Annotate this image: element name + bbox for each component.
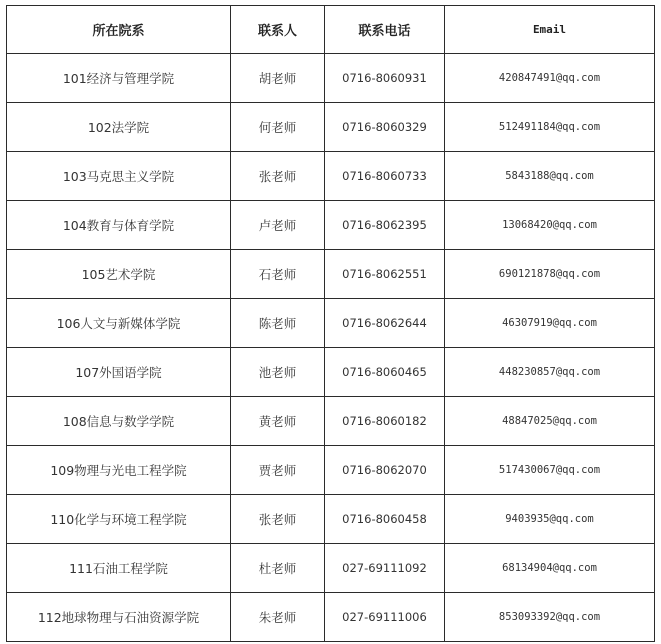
- email-cell: 512491184@qq.com: [445, 103, 655, 152]
- contact-cell: 张老师: [231, 152, 325, 201]
- department-cell: 107外国语学院: [7, 348, 231, 397]
- table-row: [7, 54, 655, 103]
- phone-cell: 0716-8062551: [325, 250, 445, 299]
- table-row: [7, 201, 655, 250]
- phone-cell: 0716-8062395: [325, 201, 445, 250]
- phone-cell: 0716-8062070: [325, 446, 445, 495]
- phone-cell: 027-69111006: [325, 593, 445, 642]
- header-email: Email: [445, 6, 655, 54]
- department-cell: 101经济与管理学院: [7, 54, 231, 103]
- contact-table: [6, 5, 655, 642]
- table-row: [7, 250, 655, 299]
- contact-cell: 卢老师: [231, 201, 325, 250]
- table-header: [7, 6, 655, 54]
- email-cell: 690121878@qq.com: [445, 250, 655, 299]
- table-row: [7, 544, 655, 593]
- contact-cell: 杜老师: [231, 544, 325, 593]
- email-cell: 48847025@qq.com: [445, 397, 655, 446]
- email-cell: 9403935@qq.com: [445, 495, 655, 544]
- email-cell: 13068420@qq.com: [445, 201, 655, 250]
- email-cell: 68134904@qq.com: [445, 544, 655, 593]
- contact-cell: 陈老师: [231, 299, 325, 348]
- department-cell: 110化学与环境工程学院: [7, 495, 231, 544]
- header-department: 所在院系: [7, 6, 231, 54]
- contact-cell: 池老师: [231, 348, 325, 397]
- phone-cell: 0716-8060931: [325, 54, 445, 103]
- contact-cell: 贾老师: [231, 446, 325, 495]
- contact-cell: 黄老师: [231, 397, 325, 446]
- contact-cell: 胡老师: [231, 54, 325, 103]
- department-cell: 106人文与新媒体学院: [7, 299, 231, 348]
- email-cell: 46307919@qq.com: [445, 299, 655, 348]
- table-body: [7, 54, 655, 642]
- table-row: [7, 299, 655, 348]
- table-row: [7, 397, 655, 446]
- table-row: [7, 103, 655, 152]
- department-cell: 104教育与体育学院: [7, 201, 231, 250]
- phone-cell: 0716-8060329: [325, 103, 445, 152]
- table-row: [7, 446, 655, 495]
- phone-cell: 0716-8060733: [325, 152, 445, 201]
- table-row: [7, 348, 655, 397]
- phone-cell: 0716-8060182: [325, 397, 445, 446]
- header-phone: 联系电话: [325, 6, 445, 54]
- email-cell: 420847491@qq.com: [445, 54, 655, 103]
- department-cell: 102法学院: [7, 103, 231, 152]
- department-cell: 112地球物理与石油资源学院: [7, 593, 231, 642]
- department-cell: 105艺术学院: [7, 250, 231, 299]
- email-cell: 5843188@qq.com: [445, 152, 655, 201]
- department-cell: 108信息与数学学院: [7, 397, 231, 446]
- department-cell: 111石油工程学院: [7, 544, 231, 593]
- phone-cell: 0716-8060458: [325, 495, 445, 544]
- contact-cell: 朱老师: [231, 593, 325, 642]
- department-cell: 109物理与光电工程学院: [7, 446, 231, 495]
- header-contact: 联系人: [231, 6, 325, 54]
- table-row: [7, 593, 655, 642]
- table-row: [7, 495, 655, 544]
- contact-cell: 张老师: [231, 495, 325, 544]
- phone-cell: 027-69111092: [325, 544, 445, 593]
- header-row: [7, 6, 655, 54]
- email-cell: 853093392@qq.com: [445, 593, 655, 642]
- email-cell: 448230857@qq.com: [445, 348, 655, 397]
- table-row: [7, 152, 655, 201]
- contact-cell: 何老师: [231, 103, 325, 152]
- contact-cell: 石老师: [231, 250, 325, 299]
- phone-cell: 0716-8062644: [325, 299, 445, 348]
- department-cell: 103马克思主义学院: [7, 152, 231, 201]
- phone-cell: 0716-8060465: [325, 348, 445, 397]
- email-cell: 517430067@qq.com: [445, 446, 655, 495]
